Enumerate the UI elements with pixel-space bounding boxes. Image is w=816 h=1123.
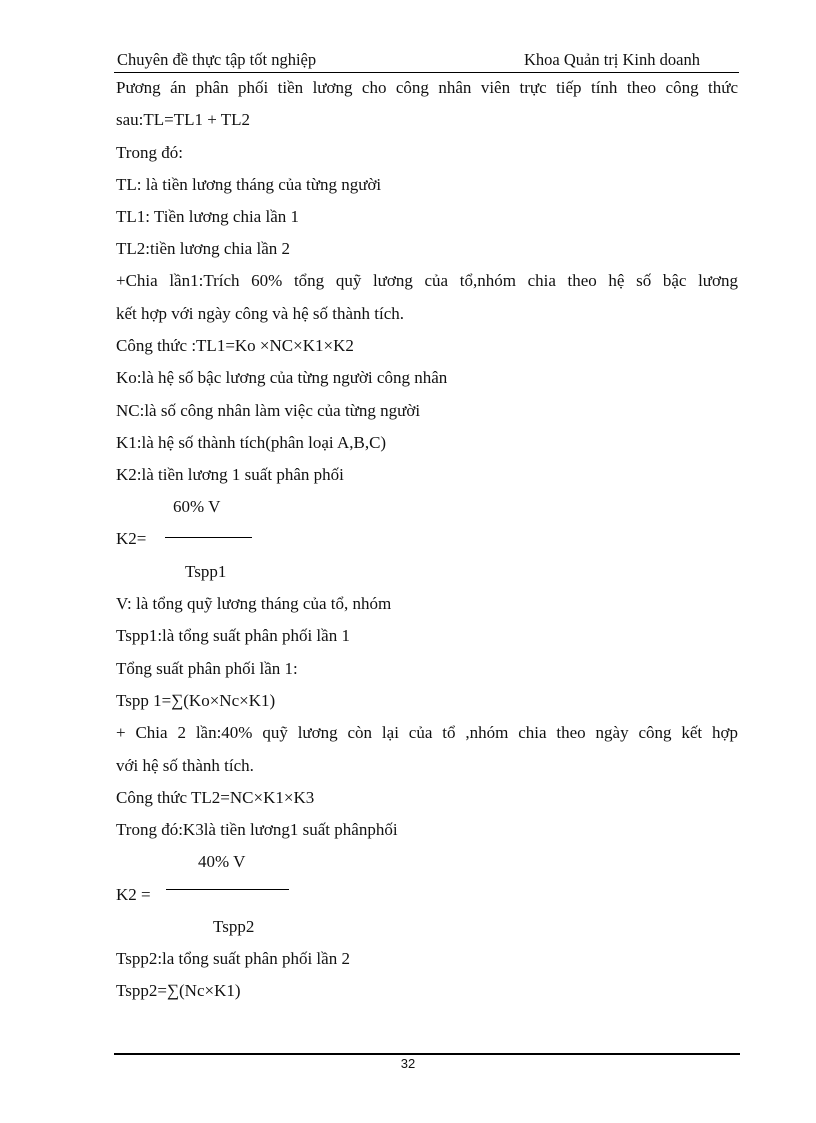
paragraph-line: TL1: Tiền lương chia lần 1: [116, 207, 299, 226]
paragraph-line: + Chia 2 lần:40% quỹ lương còn lại của tổ ,nhóm chia theo ngày công kết hợp: [116, 723, 738, 742]
fraction-label: K2 =: [116, 885, 151, 904]
fraction-numerator: 60% V: [173, 497, 221, 516]
paragraph-line: Pương án phân phối tiền lương cho công nhân viên trực tiếp tính theo công thức: [116, 78, 738, 97]
paragraph-line: Công thức TL2=NC×K1×K3: [116, 788, 315, 807]
paragraph-line: với hệ số thành tích.: [116, 756, 254, 775]
paragraph-line: NC:là số công nhân làm việc của từng người: [116, 401, 421, 420]
fraction-denominator: Tspp1: [185, 562, 227, 581]
paragraph-line: sau:TL=TL1 + TL2: [116, 110, 251, 129]
fraction-numerator: 40% V: [198, 852, 246, 871]
paragraph-line: Ko:là hệ số bậc lương của từng người công nhân: [116, 368, 448, 387]
paragraph-line: K2:là tiền lương 1 suất phân phối: [116, 465, 344, 484]
paragraph-line: Tspp1:là tổng suất phân phối lần 1: [116, 626, 350, 645]
paragraph-line: Tổng suất phân phối lần 1:: [116, 659, 298, 678]
paragraph-line: TL2:tiền lương chia lần 2: [116, 239, 290, 258]
paragraph-line: +Chia lần1:Trích 60% tổng quỹ lương của tổ,nhóm chia theo hệ số bậc lương: [116, 271, 738, 290]
header-rule: [114, 72, 739, 73]
paragraph-line: Công thức :TL1=Ko ×NC×K1×K2: [116, 336, 354, 355]
paragraph-line: Tspp 1=∑(Ko×Nc×K1): [116, 691, 276, 710]
paragraph-line: Trong đó:K3là tiền lương1 suất phânphối: [116, 820, 398, 839]
header-left-title: Chuyên đề thực tập tốt nghiệp: [117, 50, 317, 69]
paragraph-line: TL: là tiền lương tháng của từng người: [116, 175, 382, 194]
page-number: 32: [400, 1056, 416, 1071]
footer-rule: [114, 1053, 740, 1055]
fraction-bar: [166, 889, 289, 890]
fraction-bar: [165, 537, 252, 538]
fraction-label: K2=: [116, 529, 147, 548]
paragraph-line: Tspp2:la tổng suất phân phối lần 2: [116, 949, 350, 968]
fraction-denominator: Tspp2: [213, 917, 255, 936]
paragraph-line: K1:là hệ số thành tích(phân loại A,B,C): [116, 433, 387, 452]
paragraph-line: Tspp2=∑(Nc×K1): [116, 981, 241, 1000]
paragraph-line: Trong đó:: [116, 143, 183, 162]
paragraph-line: V: là tổng quỹ lương tháng của tổ, nhóm: [116, 594, 392, 613]
paragraph-line: kết hợp với ngày công và hệ số thành tích.: [116, 304, 405, 323]
header-right-title: Khoa Quản trị Kinh doanh: [524, 50, 700, 69]
